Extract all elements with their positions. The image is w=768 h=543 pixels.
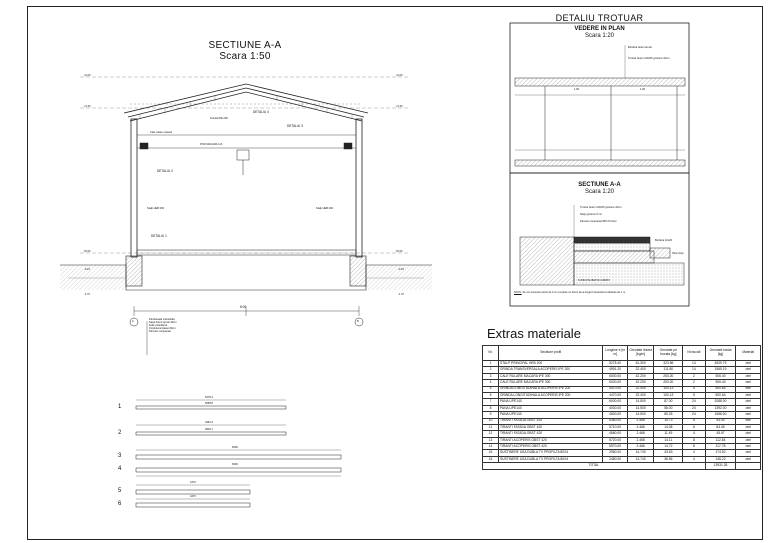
detail-plan-scale: Scara 1:20 (584, 33, 615, 39)
table-cell: 14.11 (654, 437, 683, 443)
label-column-left: Stalp HEB 200 (147, 207, 165, 210)
table-cell: 2.466 (627, 437, 654, 443)
extras-title: Extras materiale (487, 326, 581, 341)
nota-text: Se vor executa rosturi de 2 cm umplute cu bitum de-a lungul trotuarului la distanta de 1 m. (522, 291, 626, 294)
table-cell: otel (736, 450, 761, 456)
profile-dim: 6000 (232, 446, 238, 449)
elev-top-right: +6.00 (396, 74, 403, 77)
table-cell: 4 (483, 380, 499, 386)
table-cell: 14.500 (627, 399, 654, 405)
table-header-cell: Greutate liniara [kg/m] (627, 346, 654, 361)
table-cell: 14 (483, 444, 499, 450)
sec-note-6: FUNDATIE BETON ARMAT (578, 279, 610, 282)
table-cell: 253.20 (654, 373, 683, 379)
table-cell: 323.56 (654, 361, 683, 367)
legend-item: Pardoseala industriala (149, 318, 175, 321)
table-cell: 94.40 (705, 418, 736, 424)
elev-found-left: -1.70 (84, 293, 90, 296)
profile-dim: 4804.7 (205, 428, 213, 431)
table-cell: 4529.79 (705, 361, 736, 367)
table-cell: 6000.00 (603, 373, 627, 379)
materials-table (482, 345, 761, 470)
plan-note-1: Bordura beton armat (628, 46, 652, 49)
profile-dim: 4470 (190, 481, 196, 484)
detail-title: DETALIU TROTUAR (555, 13, 644, 23)
sec-note-3: Pamant compactat 95% Proctor (580, 220, 617, 223)
table-cell: 87.00 (654, 399, 683, 405)
label-detail3: DETALIU 3 (287, 124, 303, 128)
table-header-cell: Greutate totala [kg] (705, 346, 736, 361)
table-cell: otel (736, 405, 761, 411)
table-cell: 6000.00 (603, 380, 627, 386)
table-cell: 2 (683, 373, 705, 379)
profile-number: 3 (118, 453, 122, 459)
table-cell: PANA UPE140 (498, 405, 602, 411)
table-cell: PANA UPE140 (498, 399, 602, 405)
elev-mid-left: +5.40 (84, 105, 91, 108)
table-cell: 22.400 (627, 386, 654, 392)
table-cell: 4 (683, 431, 705, 437)
table-cell: 14.72 (654, 444, 683, 450)
label-crane: POD MACARA 3.2t (200, 143, 223, 146)
table-cell: 1392.00 (705, 405, 736, 411)
table-cell: 500.64 (705, 392, 736, 398)
table-cell: 4 (683, 456, 705, 462)
table-cell: 58.00 (654, 405, 683, 411)
table-cell: 15.73 (654, 418, 683, 424)
table-cell: SUSTINERE USA DUBLA TV PROFILTA 80X4 (498, 450, 602, 456)
table-cell: PANA UPE140 (498, 412, 602, 418)
axis-b: B (357, 320, 359, 323)
elev-ground-left: -0.15 (84, 268, 90, 271)
axis-a: A (132, 320, 134, 323)
table-cell: 6 (683, 418, 705, 424)
table-cell: 1 (483, 361, 499, 367)
detail-section-heading (510, 182, 689, 196)
total-empty (736, 463, 761, 469)
table-cell: 24 (683, 412, 705, 418)
table-header-cell: Sectiune profil (498, 346, 602, 361)
table-cell: 506.40 (705, 373, 736, 379)
table-cell: 42.200 (627, 373, 654, 379)
table-cell: 6000.00 (603, 399, 627, 405)
table-cell: 8 (683, 444, 705, 450)
table-header-cell: Greutate pe bucata [kg] (654, 346, 683, 361)
table-cell: 100.13 (654, 392, 683, 398)
table-cell: 4660.00 (603, 431, 627, 437)
table-cell: 5 (683, 392, 705, 398)
profile-number: 1 (118, 404, 122, 410)
table-cell: 14.740 (627, 456, 654, 462)
table-cell: CALE RULARE MACARA IPE 300 (498, 380, 602, 386)
table-cell: 65.25 (654, 412, 683, 418)
table-total-row (483, 463, 761, 469)
table-cell: 12 (483, 431, 499, 437)
profile-dim: 5278.4 (205, 396, 213, 399)
section-legend (149, 318, 229, 333)
table-cell: 5970.00 (603, 444, 627, 450)
table-cell: 9 (483, 412, 499, 418)
table-cell: otel (736, 367, 761, 373)
profile-dim: 4470 (190, 495, 196, 498)
table-cell: 253.20 (654, 380, 683, 386)
table-cell: 1566.00 (705, 412, 736, 418)
label-crawler: Cale rulare macara (150, 131, 173, 134)
sec-note-4: Bordura 10x20 (655, 239, 673, 242)
profile-number: 4 (118, 466, 122, 472)
detail-plan-heading (510, 26, 689, 40)
table-cell: 2 (483, 367, 499, 373)
table-cell: 4470.00 (603, 392, 627, 398)
table-cell: 5278.40 (603, 361, 627, 367)
table-cell: 2 (683, 380, 705, 386)
table-cell: 14 (683, 361, 705, 367)
table-cell: TIRANTI FATADA OBST 420 (498, 431, 602, 437)
table-cell: GRINDA TRANSVERSALA ACOPERIS IPE 200 (498, 367, 602, 373)
table-cell: 5710.00 (603, 424, 627, 430)
table-cell: otel (736, 361, 761, 367)
table-cell: TIRANTI ACOPERIS OBST 420 (498, 444, 602, 450)
elev-base-left: ±0.00 (84, 250, 91, 253)
section-title-text: SECTIUNE A-A (208, 40, 282, 51)
table-cell: 117.78 (705, 444, 736, 450)
label-beam: Grinda IPE 200 (210, 117, 228, 120)
table-cell: 24 (683, 399, 705, 405)
profile-number: 6 (118, 501, 122, 507)
sec-note-1: Trotuar beton C20/25 grosime 10cm (580, 206, 622, 209)
table-cell: 11 (483, 424, 499, 430)
table-cell: 2.466 (627, 418, 654, 424)
table-cell: otel (736, 380, 761, 386)
table-cell: otel (736, 456, 761, 462)
table-cell: TIRANTI ACOPERIS OBST 420 (498, 437, 602, 443)
profile-number: 2 (118, 430, 122, 436)
table-cell: 5 (483, 386, 499, 392)
table-cell: 3 (483, 373, 499, 379)
table-cell: 2960.00 (603, 450, 627, 456)
section-scale-text: Scara 1:50 (219, 51, 271, 62)
table-cell: 506.40 (705, 380, 736, 386)
table-cell: 14.740 (627, 450, 654, 456)
table-cell: otel (736, 431, 761, 437)
table-cell: 8 (483, 405, 499, 411)
detail-section-scale: Scara 1:20 (584, 189, 615, 195)
table-cell: otel (736, 399, 761, 405)
table-header-row (483, 346, 761, 361)
table-cell: 8 (683, 437, 705, 443)
table-cell: 5720.00 (603, 437, 627, 443)
plan-note-2: Trotuar beton C20/25 grosime 10cm (628, 57, 670, 60)
table-cell: 14.500 (627, 405, 654, 411)
table-cell: 16 (483, 456, 499, 462)
table-header-cell: Lungime e [m m] (603, 346, 627, 361)
table-cell: 2480.00 (603, 456, 627, 462)
table-cell: 112.84 (705, 437, 736, 443)
table-cell: otel (736, 392, 761, 398)
table-cell: 13 (483, 437, 499, 443)
table-cell: otel (736, 418, 761, 424)
table-cell: 174.52 (705, 450, 736, 456)
label-detail4: DETALIU 4 (253, 110, 269, 114)
table-cell: 2.466 (627, 431, 654, 437)
profile-number: 5 (118, 488, 122, 494)
table-cell: 146.22 (705, 456, 736, 462)
table-cell: 22.400 (627, 392, 654, 398)
detail-plan-title: VEDERE IN PLAN (574, 26, 625, 32)
profile-dim: 6000 (232, 463, 238, 466)
table-cell: CALE RULARE MACARA IPE 300 (498, 373, 602, 379)
table-cell: 2.466 (627, 424, 654, 430)
table-cell: TIRANTI FATADA OBST 420 (498, 418, 602, 424)
table-cell: 4470.00 (603, 386, 627, 392)
table-cell: 14.08 (654, 424, 683, 430)
table-cell: 22.400 (627, 367, 654, 373)
table-cell: TIRANTI FATADA OBST 420 (498, 424, 602, 430)
table-cell: otel (736, 386, 761, 392)
table-cell: 84.49 (705, 424, 736, 430)
table-cell: 10 (483, 418, 499, 424)
total-value: 13931.28 (705, 463, 736, 469)
elev-ground-right: -0.15 (398, 268, 404, 271)
table-cell: otel (736, 437, 761, 443)
nota-title: NOTA: (514, 291, 522, 294)
elev-top-left: +6.00 (84, 74, 91, 77)
table-cell: 15 (483, 450, 499, 456)
table-cell: SUSTINERE USA DUBLA TV PROFILTA 80X4 (498, 456, 602, 462)
table-cell: 2088.00 (705, 399, 736, 405)
elev-base-right: ±0.00 (396, 250, 403, 253)
legend-item: Pamant compactat (149, 330, 171, 333)
table-cell: 4000.00 (603, 405, 627, 411)
table-cell: 6 (483, 392, 499, 398)
profile-dim: 5058.8 (205, 402, 213, 405)
table-cell: 6380.00 (603, 418, 627, 424)
table-cell: 14 (683, 367, 705, 373)
table-cell: otel (736, 424, 761, 430)
legend-item: Sapa beton armat 10cm (149, 321, 177, 324)
sec-note-2: Nisip grosime 5 cm (580, 213, 603, 216)
table-cell: 2.466 (627, 444, 654, 450)
table-cell: 45.97 (705, 431, 736, 437)
plan-dim-1: 1.00 (574, 88, 580, 91)
table-cell: 1565.19 (705, 367, 736, 373)
detail-section-title: SECTIUNE A-A (578, 182, 621, 188)
table-cell: 11.49 (654, 431, 683, 437)
label-detail1: DETALIU 1 (151, 234, 167, 238)
table-cell: 4991.20 (603, 367, 627, 373)
plan-dim-2: 1.00 (640, 88, 646, 91)
table-cell: 6 (683, 424, 705, 430)
profile-dim: 4991.2 (205, 421, 213, 424)
table-cell: STALP PRINCIPAL HEB 200 (498, 361, 602, 367)
table-cell: 24 (683, 405, 705, 411)
table-cell: GRINDA LONGITUDINALA ACOPERIS IPE 200 (498, 386, 602, 392)
total-label: TOTAL (483, 463, 706, 469)
sec-note-5: Strat nisip (672, 252, 684, 255)
span-dimension: 8.00 (240, 305, 247, 309)
table-cell: 36.56 (654, 456, 683, 462)
elev-found-right: -1.70 (398, 293, 404, 296)
label-detail2: DETALIU 2 (157, 169, 173, 173)
table-cell: 7 (483, 399, 499, 405)
table-cell: GRINDA LONGITUDINALA ACOPERIS IPE 200 (498, 392, 602, 398)
table-cell: 42.200 (627, 380, 654, 386)
table-header-cell: Material (736, 346, 761, 361)
legend-item: Umplutura balast 20cm (149, 327, 176, 330)
table-cell: otel (736, 412, 761, 418)
materials-table-body (483, 361, 761, 463)
table-cell: 500.64 (705, 386, 736, 392)
table-cell: otel (736, 444, 761, 450)
table-cell: 100.13 (654, 386, 683, 392)
label-column-right: Stalp HEB 200 (316, 207, 334, 210)
table-cell: 5 (683, 386, 705, 392)
detail-nota (514, 291, 684, 294)
table-cell: 111.80 (654, 367, 683, 373)
table-cell: 4 (683, 450, 705, 456)
legend-item: Folie polietilena (149, 324, 168, 327)
table-header-cell: Nr.bucati (683, 346, 705, 361)
table-cell: 61.300 (627, 361, 654, 367)
table-cell: otel (736, 373, 761, 379)
table-cell: 4500.00 (603, 412, 627, 418)
table-cell: 14.500 (627, 412, 654, 418)
table-cell: 43.63 (654, 450, 683, 456)
elev-mid-right: +5.40 (396, 105, 403, 108)
table-header-cell: Nr. (483, 346, 499, 361)
